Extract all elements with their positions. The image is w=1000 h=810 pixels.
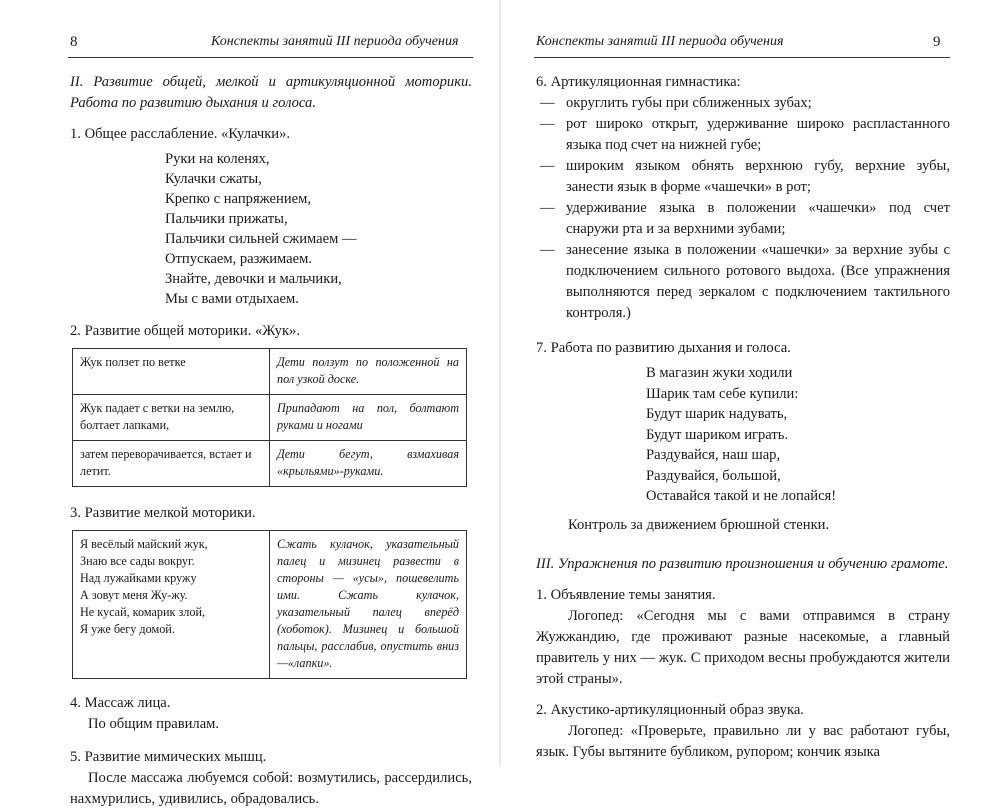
table-cell-movement: Припадают на пол, болтают руками и ногами bbox=[270, 395, 467, 441]
table-cell-text: затем переворачивается, встает и летит. bbox=[73, 441, 270, 487]
item-heading: 5. Развитие мимических мышц. bbox=[70, 749, 267, 765]
poem-line: Крепко с напряжением, bbox=[165, 191, 312, 207]
item-general-motor bbox=[70, 321, 472, 487]
relaxation-poem bbox=[165, 149, 472, 309]
poem-line: Будут шарик надувать, bbox=[646, 406, 788, 422]
table-cell-text: Жук падает с ветки на землю, болтает лапками, bbox=[73, 395, 270, 441]
item-heading: 2. Развитие общей моторики. «Жук». bbox=[70, 323, 300, 339]
item-heading: 1. Общее расслабление. «Кулачки». bbox=[70, 126, 291, 142]
right-content bbox=[536, 72, 950, 763]
item-note: Контроль за движением брюшной стенки. bbox=[568, 516, 830, 533]
list-item: — округлить губы при сближенных зубах; bbox=[536, 93, 950, 114]
table-row bbox=[73, 531, 467, 679]
poem-line: Руки на коленях, bbox=[165, 151, 270, 167]
item-text: После массажа любуемся собой: возмутились, рассердились, нахмурились, удивились, обрадовались. bbox=[70, 770, 472, 807]
dash-marker: — bbox=[540, 95, 555, 111]
item-text: По общим правилам. bbox=[88, 716, 220, 732]
poem-line: Я уже бегу домой. bbox=[80, 622, 175, 636]
poem-line: Кулачки сжаты, bbox=[165, 171, 262, 187]
item-fine-motor bbox=[70, 503, 472, 679]
item-face-massage bbox=[70, 693, 472, 735]
poem-line: Будут шариком играть. bbox=[646, 426, 789, 443]
page-number: 8 bbox=[70, 34, 78, 50]
poem-line: А зовут меня Жу-жу. bbox=[80, 588, 188, 602]
table-cell-poem bbox=[73, 531, 270, 679]
page-number: 9 bbox=[933, 34, 941, 50]
item-heading: 1. Объявление темы занятия. bbox=[536, 586, 716, 603]
poem-line: Над лужайками кружу bbox=[80, 571, 197, 585]
item-relaxation bbox=[70, 124, 472, 309]
item-heading: 3. Развитие мелкой моторики. bbox=[70, 505, 256, 521]
dash-marker: — bbox=[540, 158, 555, 174]
item-topic bbox=[536, 585, 950, 690]
fine-motor-table bbox=[72, 530, 467, 679]
poem-line: Раздувайся, большой, bbox=[646, 467, 781, 484]
poem-line: Знаю все сады вокруг. bbox=[80, 554, 195, 568]
poem-line: Оставайся такой и не лопайся! bbox=[646, 488, 837, 504]
poem-line: Пальчики сильней сжимаем — bbox=[165, 231, 357, 247]
item-text: Логопед: «Сегодня мы с вами отправимся в страну Жужжандию, где проживают разные насекомые, а главный правитель у них — жук. С приходом весны пробуждаются жители этой страны». bbox=[536, 607, 950, 687]
item-mimic-muscles bbox=[70, 747, 472, 810]
table-row bbox=[73, 349, 467, 395]
dash-marker: — bbox=[540, 242, 555, 258]
poem-line: Пальчики прижаты, bbox=[165, 211, 288, 227]
running-head: Конспекты занятий III периода обучения bbox=[536, 34, 784, 49]
dash-marker: — bbox=[540, 200, 555, 216]
list-item: — удерживание языка в положении «чашечки» под счет снаружи рта и за верхними зубами; bbox=[540, 200, 950, 237]
list-item: — рот широко открыт, удерживание широко распластанного языка под счет на нижней губе; bbox=[540, 116, 950, 153]
item-text: Логопед: «Проверьте, правильно ли у вас работают губы, язык. Губы вытяните бубликом, рупором; кончик языка bbox=[536, 722, 950, 760]
breathing-poem bbox=[646, 363, 950, 507]
poem-line: Отпускаем, разжимаем. bbox=[165, 251, 312, 267]
poem-line: В магазин жуки ходили bbox=[646, 365, 793, 381]
header-rule bbox=[534, 57, 950, 58]
poem-line: Раздувайся, наш шар, bbox=[646, 447, 781, 463]
item-breathing bbox=[536, 338, 950, 536]
table-cell-movement: Дети ползут по положенной на пол узкой доске. bbox=[270, 349, 467, 395]
list-item: — занесение языка в положении «чашечки» за верхние зубы с подключением сильного ротового выдоха. (Все упражнения выполняются перед зеркалом с подключением тактильного контроля.) bbox=[540, 242, 950, 321]
item-heading: 6. Артикуляционная гимнастика: bbox=[536, 74, 741, 90]
dash-marker: — bbox=[540, 116, 555, 132]
poem-line: Шарик там себе купили: bbox=[646, 385, 799, 402]
right-page bbox=[500, 0, 1000, 767]
poem-line: Мы с вами отдыхаем. bbox=[165, 291, 299, 307]
item-heading: 2. Акустико-артикуляционный образ звука. bbox=[536, 701, 804, 718]
section-title: II. Развитие общей, мелкой и артикуляционной моторики. Работа по развитию дыхания и голоса. bbox=[70, 74, 472, 111]
table-row bbox=[73, 395, 467, 441]
beetle-table bbox=[72, 348, 467, 487]
header-rule bbox=[68, 57, 473, 58]
table-cell-movement: Дети бегут, взмахивая «крыльями»-руками. bbox=[270, 441, 467, 487]
poem-line: Я весёлый майский жук, bbox=[80, 537, 208, 551]
poem-line: Не кусай, комарик злой, bbox=[80, 605, 206, 619]
table-row bbox=[73, 441, 467, 487]
item-sound-image bbox=[536, 700, 950, 763]
table-cell-text: Жук ползет по ветке bbox=[73, 349, 270, 395]
item-heading: 4. Массаж лица. bbox=[70, 695, 171, 711]
left-content bbox=[70, 72, 472, 810]
poem-line: Знайте, девочки и мальчики, bbox=[165, 271, 342, 287]
running-head: Конспекты занятий III периода обучения bbox=[211, 34, 459, 49]
table-cell-movement: Сжать кулачок, указательный палец и мизинец развести в стороны — «усы», пошевелить ими. Сжать кулачок, указательный палец вперёд (хоботок). Мизинец и большой пальцы, расслабив, опустить вниз—«лапки». bbox=[270, 531, 467, 679]
list-item: — широким языком обнять верхнюю губу, верхние зубы, занести язык в форме «чашечки» в рот; bbox=[540, 158, 950, 195]
item-heading: 7. Работа по развитию дыхания и голоса. bbox=[536, 340, 791, 356]
item-articulation bbox=[536, 72, 950, 324]
section-title: III. Упражнения по развитию произношения и обучению грамоте. bbox=[536, 555, 949, 572]
left-page bbox=[0, 0, 500, 807]
